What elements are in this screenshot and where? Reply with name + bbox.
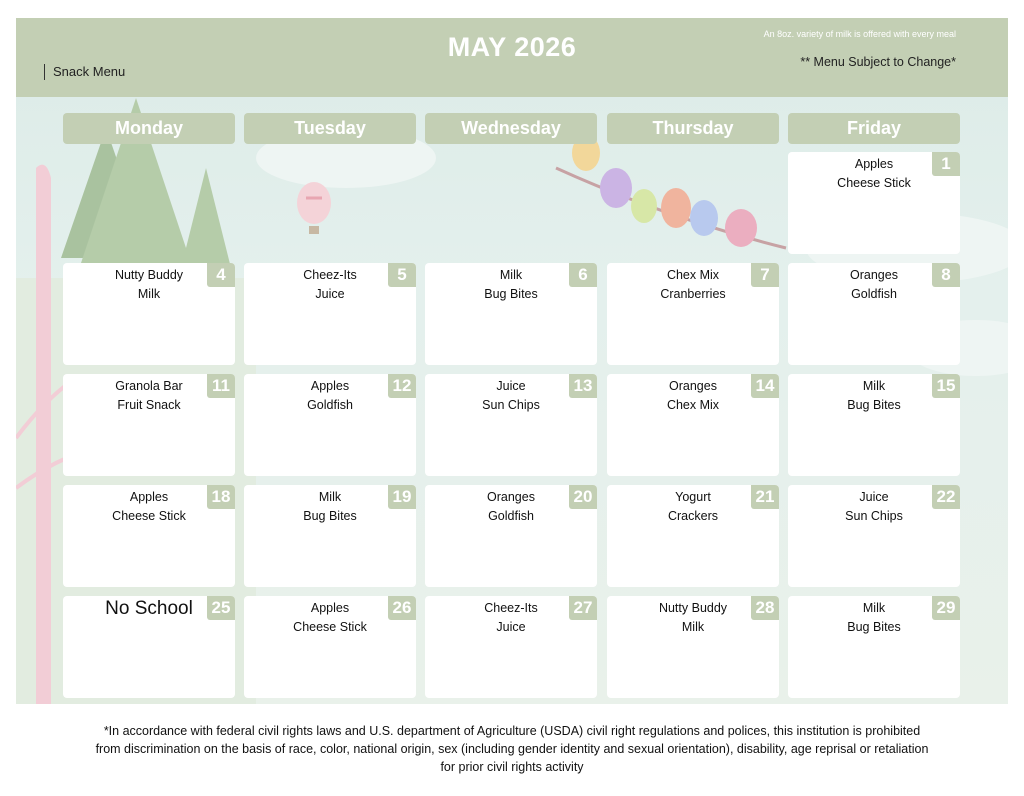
date-number: 4 [207,263,235,287]
menu-item: Bug Bites [847,620,901,634]
date-number: 28 [751,596,779,620]
calendar-sheet [16,18,1008,704]
menu-item: Apples [310,601,350,615]
menu-items [607,377,779,415]
menu-item: Nutty Buddy [658,601,728,615]
menu-items [788,599,960,637]
calendar-cell [63,596,235,698]
day-header-thursday: Thursday [607,113,779,144]
menu-item: Chex Mix [666,398,720,412]
calendar-cell [788,263,960,365]
calendar-cell [63,374,235,476]
date-number: 8 [932,263,960,287]
menu-items [425,377,597,415]
date-number: 1 [932,152,960,176]
menu-change-note: ** Menu Subject to Change* [800,55,956,69]
menu-item: Cranberries [660,287,726,301]
menu-items [607,488,779,526]
menu-items [63,266,235,304]
menu-items [244,488,416,526]
calendar-cell [63,485,235,587]
date-number: 6 [569,263,597,287]
page-title: MAY 2026 [447,32,577,62]
menu-item: Oranges [669,379,717,393]
date-number: 21 [751,485,779,509]
menu-item: No School [105,598,193,619]
menu-item: Juice [315,287,345,301]
menu-items [63,488,235,526]
menu-item: Juice [496,379,526,393]
date-number: 11 [207,374,235,398]
date-number: 22 [932,485,960,509]
menu-items [788,488,960,526]
menu-item: Fruit Snack [117,398,181,412]
menu-item: Juice [859,490,889,504]
footer-line: from discrimination on the basis of race, color, national origin, sex (including gender identity and sexual orientation), disability, age reprisal or retaliation [95,742,929,756]
menu-item: Yogurt [675,490,711,504]
menu-item: Milk [499,268,523,282]
day-header-wednesday: Wednesday [425,113,597,144]
menu-item: Goldfish [488,509,534,523]
date-number: 13 [569,374,597,398]
menu-item: Milk [318,490,342,504]
date-number: 26 [388,596,416,620]
menu-item: Cheez-Its [484,601,538,615]
menu-item: Goldfish [307,398,353,412]
menu-item: Apples [854,157,894,171]
date-number: 12 [388,374,416,398]
calendar-cell [788,152,960,254]
menu-items [425,488,597,526]
menu-items [788,266,960,304]
menu-items [63,377,235,415]
pink-tree-icon [36,165,51,704]
birds-on-branch-icon [556,135,786,248]
menu-item: Apples [129,490,169,504]
calendar-cell [607,485,779,587]
calendar-cell [788,596,960,698]
civil-rights-footer [40,722,984,776]
date-number: 14 [751,374,779,398]
menu-items [244,599,416,637]
date-number: 25 [207,596,235,620]
menu-item: Goldfish [851,287,897,301]
date-number: 5 [388,263,416,287]
menu-item: Crackers [667,509,718,523]
calendar-cell [425,263,597,365]
menu-item: Oranges [850,268,898,282]
menu-item: Chex Mix [666,268,720,282]
calendar-cell [607,596,779,698]
calendar-cell [425,374,597,476]
menu-items [788,377,960,415]
calendar-cell [244,263,416,365]
menu-items [607,266,779,304]
calendar-cell [244,374,416,476]
menu-item: Bug Bites [303,509,357,523]
calendar-cell [788,485,960,587]
day-header-tuesday: Tuesday [244,113,416,144]
calendar-cell [788,374,960,476]
date-number: 29 [932,596,960,620]
day-header-monday: Monday [63,113,235,144]
menu-item: Bug Bites [847,398,901,412]
menu-items [244,266,416,304]
date-number: 27 [569,596,597,620]
date-number: 20 [569,485,597,509]
menu-item: Juice [496,620,526,634]
menu-item: Nutty Buddy [114,268,184,282]
menu-items [425,599,597,637]
menu-items [607,599,779,637]
footer-line: *In accordance with federal civil rights laws and U.S. department of Agriculture (USDA) civil right regulations and polices, this institution is prohibited [103,724,921,738]
menu-item: Oranges [487,490,535,504]
calendar-cell [425,596,597,698]
footer-line: for prior civil rights activity [440,760,584,774]
menu-item: Cheese Stick [293,620,367,634]
milk-note: An 8oz. variety of milk is offered with every meal [763,29,956,39]
menu-item: Granola Bar [115,379,183,393]
day-header-friday: Friday [788,113,960,144]
menu-item: Milk [681,620,705,634]
tree-icon [181,168,231,268]
calendar-cell [63,263,235,365]
menu-items [425,266,597,304]
calendar-cell [425,485,597,587]
date-number: 15 [932,374,960,398]
calendar-cell [244,485,416,587]
menu-item: Sun Chips [482,398,540,412]
menu-items [63,597,235,621]
menu-items [244,377,416,415]
date-number: 18 [207,485,235,509]
menu-item: Cheese Stick [837,176,911,190]
date-number: 7 [751,263,779,287]
menu-item: Milk [862,379,886,393]
menu-item: Apples [310,379,350,393]
snack-menu-label: Snack Menu [44,64,125,80]
hot-air-balloon-icon [297,182,331,234]
menu-item: Milk [862,601,886,615]
date-number: 19 [388,485,416,509]
calendar-cell [607,374,779,476]
calendar-cell [244,596,416,698]
menu-item: Cheez-Its [303,268,357,282]
menu-item: Bug Bites [484,287,538,301]
menu-items [788,155,960,193]
menu-item: Milk [137,287,161,301]
menu-item: Sun Chips [845,509,903,523]
calendar-cell [607,263,779,365]
menu-item: Cheese Stick [112,509,186,523]
